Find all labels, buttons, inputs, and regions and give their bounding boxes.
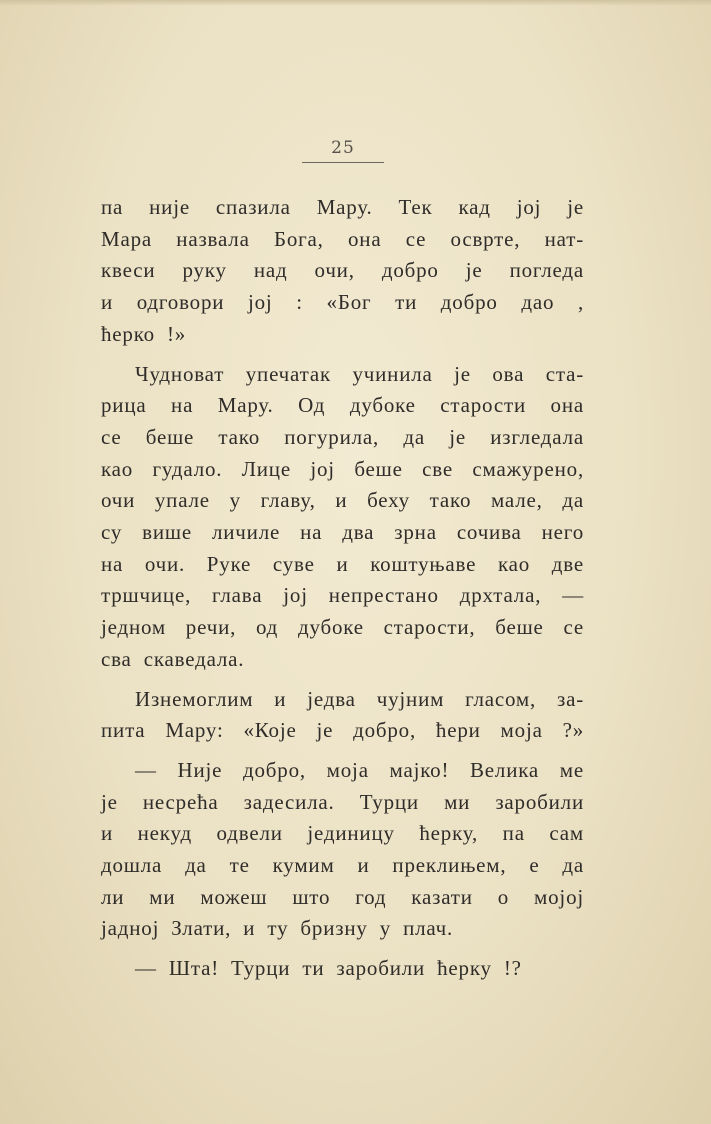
text-line: и некуд одвели јединицу ћерку, па сам bbox=[101, 821, 584, 846]
page-number: 25 bbox=[331, 138, 355, 158]
paragraph-3 bbox=[101, 684, 584, 747]
text-line: и одговори јој : «Бог ти добро дао , bbox=[101, 290, 584, 315]
body-text bbox=[101, 192, 584, 993]
text-line: пита Мару: «Које је добро, ћери моја ?» bbox=[101, 718, 584, 743]
text-line: као гудало. Лице јој беше све смажурено, bbox=[101, 456, 584, 481]
text-line: једном речи, од дубоке старости, беше се bbox=[101, 615, 584, 640]
text-line: ли ми можеш што год казати о мојој bbox=[101, 884, 584, 909]
text-line: Мара назвала Бога, она се осврте, нат- bbox=[101, 226, 584, 251]
text-line: Изнемоглим и једва чујним гласом, за- bbox=[135, 686, 584, 711]
paragraph-5 bbox=[101, 953, 584, 985]
text-line: се беше тако погурила, да је изгледала bbox=[101, 424, 584, 449]
text-line: очи упале у главу, и беху тако мале, да bbox=[101, 488, 584, 513]
text-line: сва скаведала. bbox=[101, 646, 245, 671]
paragraph-4 bbox=[101, 755, 584, 945]
page-top-edge bbox=[0, 0, 711, 6]
text-line: ћерко !» bbox=[101, 321, 187, 346]
text-line: — Није добро, моја мајко! Велика ме bbox=[135, 757, 584, 782]
page-number-rule bbox=[302, 162, 384, 163]
paragraph-1 bbox=[101, 192, 584, 351]
text-line: дошла да те кумим и преклињем, е да bbox=[101, 853, 584, 878]
text-line: тршчице, глава јој непрестано дрхтала, — bbox=[101, 583, 584, 608]
text-line: на очи. Руке суве и коштуњаве као две bbox=[101, 551, 584, 576]
text-line: јадној Злати, и ту бризну у плач. bbox=[101, 916, 454, 941]
text-line: су више личиле на два зрна сочива него bbox=[101, 520, 584, 545]
text-line: Чудноват упечатак учинила је ова ста- bbox=[135, 361, 584, 386]
text-line: квеси руку над очи, добро је погледа bbox=[101, 258, 584, 283]
text-line: — Шта! Турци ти заробили ћерку !? bbox=[135, 956, 522, 981]
text-line: је несрећа задесила. Турци ми заробили bbox=[101, 789, 584, 814]
paragraph-2 bbox=[101, 359, 584, 676]
text-line: рица на Мару. Од дубоке старости она bbox=[101, 393, 584, 418]
text-line: па није спазила Мару. Тек кад јој је bbox=[101, 195, 584, 219]
